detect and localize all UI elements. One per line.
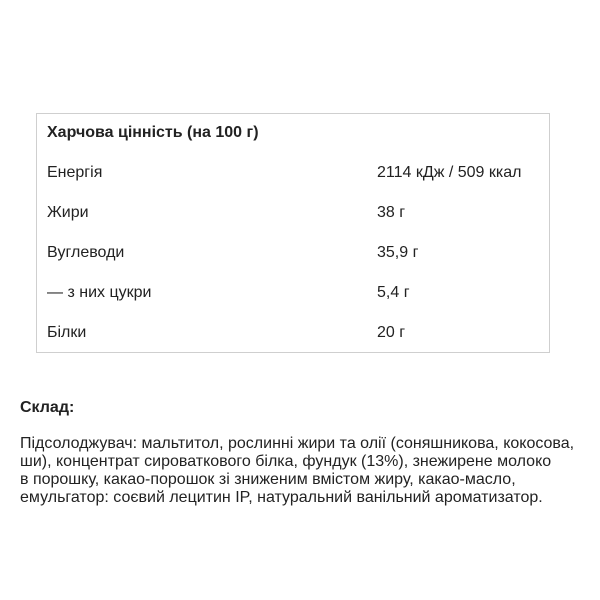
nutrient-name: — з них цукри [47, 284, 152, 301]
nutrient-name: Білки [47, 324, 87, 341]
nutrient-value: 35,9 г [377, 244, 419, 261]
composition-text [20, 435, 595, 507]
nutrition-table-title: Харчова цінність (на 100 г) [47, 124, 259, 141]
nutrient-value: 5,4 г [377, 284, 410, 301]
nutrient-name: Енергія [47, 164, 103, 181]
nutrition-row-sugars [47, 283, 539, 303]
nutrient-name: Вуглеводи [47, 244, 125, 261]
nutrient-name: Жири [47, 204, 89, 221]
nutrition-row-energy [47, 163, 539, 183]
nutrient-value: 2114 кДж / 509 ккал [377, 164, 522, 181]
nutrient-value: 38 г [377, 204, 406, 221]
composition-line: емульгатор: соєвий лецитин IP, натуральний ванільний ароматизатор. [20, 489, 543, 506]
composition-line: в порошку, какао-порошок зі зниженим вмістом жиру, какао-масло, [20, 471, 516, 488]
nutrition-table-header [47, 123, 539, 143]
composition-heading: Склад: [20, 399, 75, 416]
nutrition-row-fat [47, 203, 539, 223]
nutrient-value: 20 г [377, 324, 406, 341]
composition-line: ши), концентрат сироваткового білка, фундук (13%), знежирене молоко [20, 453, 552, 470]
composition-line: Підсолоджувач: мальтитол, рослинні жири та олії (соняшникова, кокосова, [20, 435, 575, 452]
nutrition-row-carbohydrates [47, 243, 539, 263]
nutrition-row-protein [47, 323, 539, 343]
nutrition-table [36, 113, 550, 353]
